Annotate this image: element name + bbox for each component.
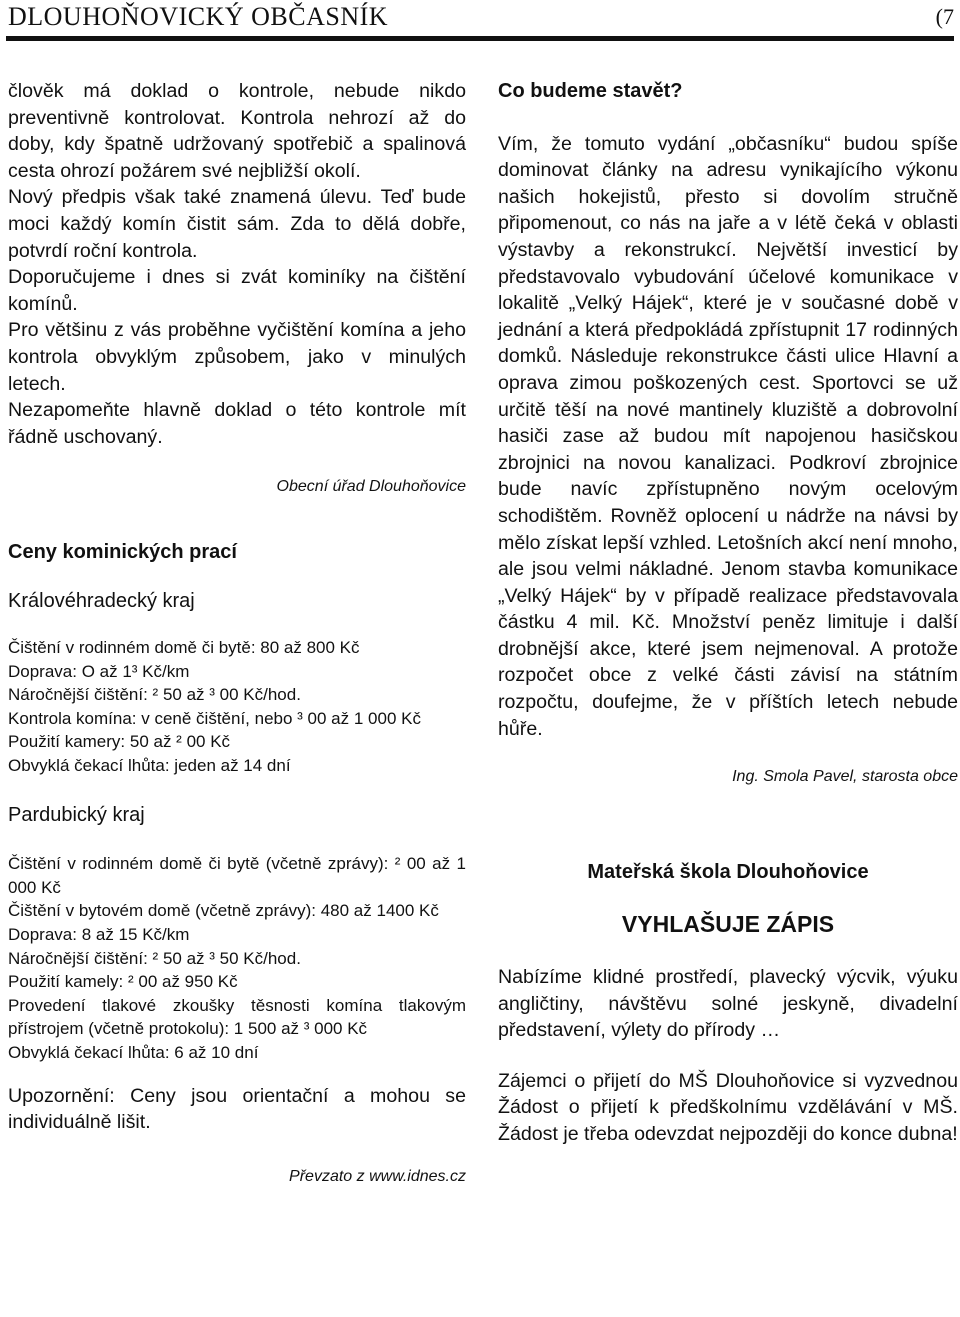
pardubice-price-list bbox=[8, 852, 466, 1064]
right-column bbox=[498, 78, 958, 1148]
source-credit: Převzato z www.idnes.cz bbox=[289, 1167, 466, 1185]
school-offer-paragraph: Nabízíme klidné prostředí, plavecký výcvik, výuku angličtiny, návštěvu solné jeskyně, divadelní představení, výlety do přírody … bbox=[498, 966, 958, 1042]
mayor-signature: Ing. Smola Pavel, starosta obce bbox=[732, 768, 958, 786]
price-item: Použití kamery: 50 až ² 00 Kč bbox=[8, 732, 231, 752]
region-heading-pardubice: Pardubický kraj bbox=[8, 803, 145, 826]
article-heading: Co budeme stavět? bbox=[498, 80, 683, 102]
price-warning: Upozornění: Ceny jsou orientační a mohou se individuálně lišit. bbox=[8, 1084, 466, 1134]
price-item: Použití kamely: ² 00 až 950 Kč bbox=[8, 972, 238, 992]
prices-heading: Ceny kominických prací bbox=[8, 540, 237, 563]
left-column bbox=[8, 78, 466, 1190]
price-item: Provedení tlakové zkoušky těsnosti komína tlakovým přístrojem (včetně protokolu): 1 500 až ³ 000 Kč bbox=[8, 995, 466, 1039]
intro-paragraph-2: Nový předpis však také znamená úlevu. Teď bude moci každý komín čistit sám. Zda to dělá dobře, potvrdí roční kontrola. bbox=[8, 186, 466, 262]
price-item: Náročnější čištění: ² 50 až ³ 50 Kč/hod. bbox=[8, 948, 301, 968]
price-item: Čištění v bytovém domě (včetně zprávy): 480 až 1400 Kč bbox=[8, 901, 439, 921]
enrollment-announcement: VYHLAŠUJE ZÁPIS bbox=[621, 911, 835, 938]
header-rule bbox=[6, 36, 954, 41]
price-item: Kontrola komína: v ceně čištění, nebo ³ 00 až 1 000 Kč bbox=[8, 708, 421, 728]
price-item: Obvyklá čekací lhůta: 6 až 10 dní bbox=[8, 1043, 259, 1062]
school-heading: Mateřská škola Dlouhoňovice bbox=[587, 860, 869, 883]
intro-paragraph-5: Nezapomeňte hlavně doklad o této kontrole mít řádně uschovaný. bbox=[8, 399, 466, 448]
price-item: Čištění v rodinném domě či bytě: 80 až 800 Kč bbox=[8, 638, 360, 658]
region-heading-hradec: Královéhradecký kraj bbox=[8, 589, 195, 612]
school-application-paragraph: Zájemci o přijetí do MŠ Dlouhoňovice si vyzvednou Žádost o přijetí k předškolnímu vzdělávání v MŠ. Žádost je třeba odevzdat nejpozději do konce dubna! bbox=[498, 1069, 958, 1145]
price-item: Obvyklá čekací lhůta: jeden až 14 dní bbox=[8, 756, 291, 776]
intro-paragraph-3: Doporučujeme i dnes si zvát kominíky na čištění komínů. bbox=[8, 266, 466, 315]
price-item: Doprava: 8 až 15 Kč/km bbox=[8, 925, 190, 945]
article-body: Vím, že tomuto vydání „občasníku“ budou spíše dominovat články na adresu vynikajícího výkonu našich hokejistů, přesto si dovolím stručně připomenout, co nás na jaře a v létě čeká v oblasti výstavby a rekonstrukcí. Největší investicí by představovalo vybudování účelové komunikace v lokalitě „Velký Hájek“, které je v současné době v jednání a která předpokládá zpřístupnit 17 rodinných domků. Následuje rekonstrukce části ulice Hlavní a oprava zimou poškozených cest. Sportovci se už určitě těší na nové mantinely kluziště a dobrovolní hasiči zase až budou mít napojenou hasičskou zbrojnici na novou kanalizaci. Podkroví zbrojnice bude navíc zpřístupněno novým ocelovým schodištěm. Rovněž oplocení u nádrže na návsi by mělo získat lepší vzhled. Letošních akcí není mnoho, ale jsou velmi nákladné. Jenom stavba komunikace „Velký Hájek“ by v případě realizace představovala částku 4 mil. Kč. Množství peněz limituje i další drobnější akce, které jsem nejmenoval. A protože rozpočet obce z velké části závisí na státním rozpočtu, doufejme, že v příštích letech nebude hůře. bbox=[498, 132, 958, 740]
price-item: Náročnější čištění: ² 50 až ³ 00 Kč/hod. bbox=[8, 685, 301, 705]
page-header bbox=[0, 0, 960, 40]
office-signature: Obecní úřad Dlouhoňovice bbox=[276, 478, 466, 496]
price-item: Čištění v rodinném domě či bytě (včetně zprávy): ² 00 až 1 000 Kč bbox=[8, 854, 466, 897]
intro-paragraph-1: člověk má doklad o kontrole, nebude nikdo preventivně kontrolovat. Kontrola nehrozí až do doby, kdy špatně udržovaný spotřebič a spalinová cesta ohrozí požárem své nejbližší okolí. bbox=[8, 80, 466, 182]
price-item: Doprava: O až 1³ Kč/km bbox=[8, 661, 190, 681]
page-number: (7 bbox=[935, 4, 954, 29]
newsletter-title: DLOUHOŇOVICKÝ OBČASNÍK bbox=[8, 2, 389, 31]
intro-paragraph-4: Pro většinu z vás proběhne vyčištění komína a jeho kontrola obvyklým způsobem, jako v minulých letech. bbox=[8, 319, 466, 395]
hradec-price-list bbox=[8, 636, 466, 778]
